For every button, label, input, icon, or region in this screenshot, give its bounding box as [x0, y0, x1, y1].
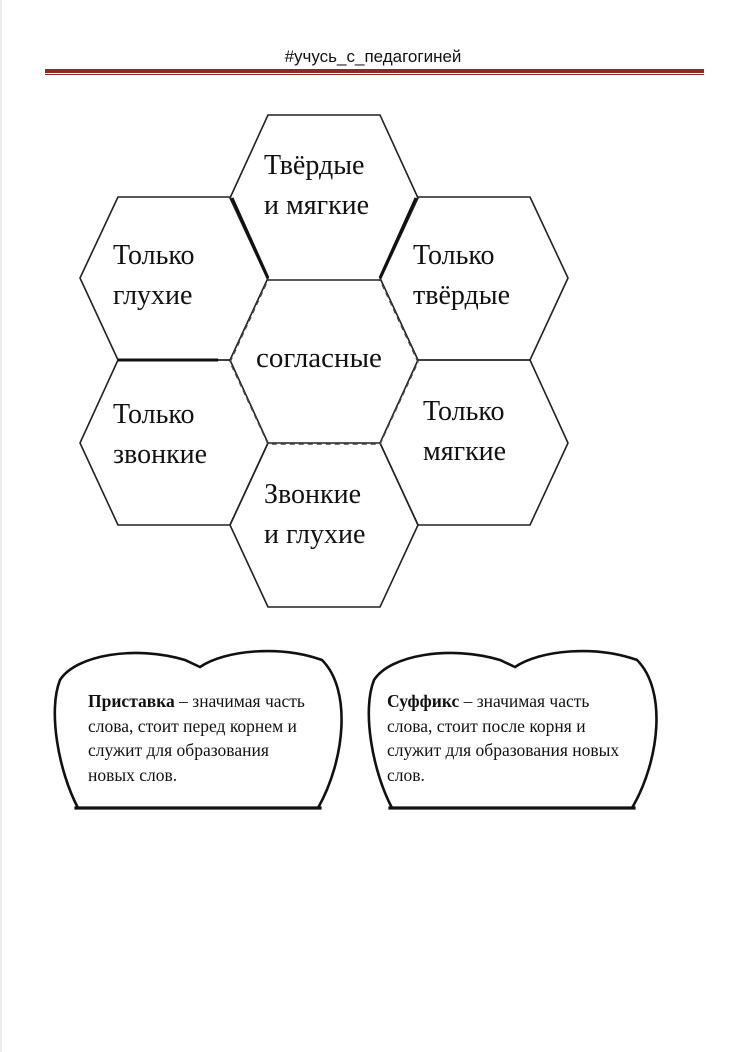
suffix-definition-text: – значимая часть слова, стоит после корня и служит для образования новых слов. [387, 691, 620, 785]
prefix-term: Приставка [88, 691, 175, 711]
prefix-definition-text: – значимая часть слова, стоит перед корнем и служит для образования новых слов. [88, 691, 305, 785]
hex-top-label: Твёрдые и мягкие [264, 150, 370, 221]
page-header-title: #учусь_с_педагогиней [284, 47, 462, 66]
suffix-term: Суффикс [387, 691, 460, 711]
hex-lower-right-label: Только мягкие [423, 396, 507, 467]
hex-upper-right-label: Только твёрдые [413, 240, 511, 311]
hex-lower-left-label: Только звонкие [113, 399, 208, 470]
hex-center-label: согласные [256, 342, 382, 374]
hex-bottom-label: Звонкие и глухие [264, 479, 366, 550]
suffix-definition [387, 689, 627, 787]
hex-upper-left-label: Только глухие [113, 240, 195, 311]
prefix-definition [88, 689, 313, 787]
